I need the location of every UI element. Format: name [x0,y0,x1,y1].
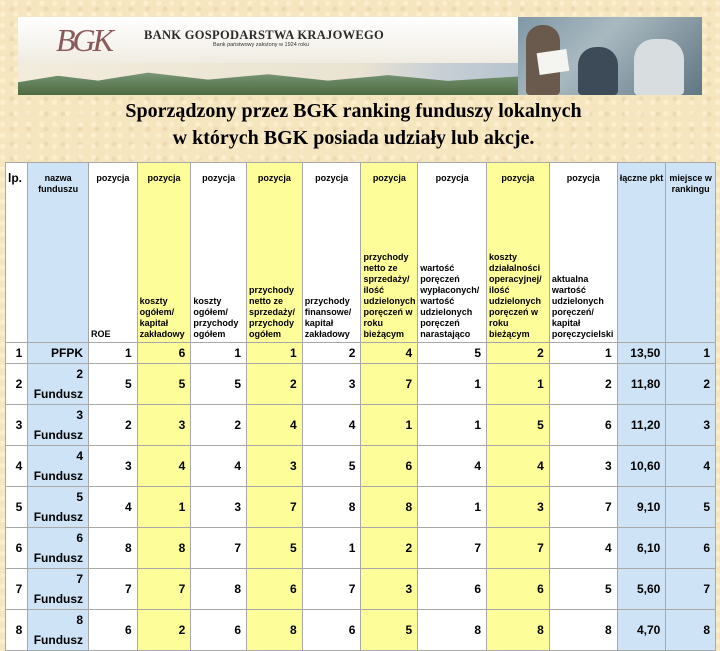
row-number-cell: 8 [6,610,28,651]
table-cell: 8 [247,610,303,651]
table-cell: 7 [137,569,191,610]
column-header [137,163,191,343]
column-header [89,163,138,343]
row-number-cell: 3 [6,405,28,446]
row-number-cell: 4 [6,446,28,487]
table-cell: 7 [666,569,716,610]
table-cell: 7 [487,528,550,569]
table-cell: 1 [247,343,303,364]
table-cell: 3 [549,446,617,487]
table-cell: 6,10 [617,528,666,569]
table-cell: 4 [361,343,418,364]
row-number-cell: 2 [6,364,28,405]
table-cell: 4 [89,487,138,528]
table-cell: 7 [302,569,361,610]
table-cell: 11,20 [617,405,666,446]
table-cell: 8 [418,610,487,651]
table-cell: 1 [666,343,716,364]
table-cell: 1 [487,364,550,405]
table-cell: 7 [418,528,487,569]
table-row [6,405,716,446]
column-header-label: pozycja [96,173,130,183]
table-row [6,364,716,405]
table-cell: 5 [361,610,418,651]
table-cell: 4 [418,446,487,487]
table-row [6,610,716,651]
page-title [0,98,707,152]
table-cell: 6 [137,343,191,364]
table-cell: 6 [666,528,716,569]
table-cell: 6 [302,610,361,651]
bgk-logo: BGK [56,22,111,58]
column-header-label: pozycja [501,173,535,183]
table-cell: 4 [137,446,191,487]
table-row [6,528,716,569]
column-header [617,163,666,343]
table-cell: 5 [247,528,303,569]
column-header-description: przychody finansowe/ kapitał zakładowy [304,296,352,339]
table-cell: 1 [302,528,361,569]
column-header [302,163,361,343]
table-cell: 6 [361,446,418,487]
column-header-description: wartość poręczeń wypłaconych/ wartość udzielonych poręczeń narastająco [420,263,480,339]
table-cell: 2 [549,364,617,405]
fund-name-cell: 4 Fundusz [28,446,89,487]
table-cell: 3 [361,569,418,610]
title-line-2: w których BGK posiada udziały lub akcje. [172,127,535,149]
table-cell: 1 [418,487,487,528]
table-cell: 6 [487,569,550,610]
title-line-1: Sporządzony przez BGK ranking funduszy lokalnych [125,100,582,122]
table-cell: 5 [666,487,716,528]
column-header [487,163,550,343]
table-cell: 8 [89,528,138,569]
table-cell: 6 [191,610,247,651]
table-cell: 5 [137,364,191,405]
table-row [6,343,716,364]
table-cell: 4 [666,446,716,487]
table-cell: 2 [89,405,138,446]
row-number-cell: 6 [6,528,28,569]
column-header-label: pozycja [257,173,291,183]
table-cell: 4 [302,405,361,446]
column-header-label: pozycja [372,173,406,183]
table-cell: 1 [361,405,418,446]
table-cell: 5 [302,446,361,487]
table-cell: 2 [361,528,418,569]
column-header [549,163,617,343]
column-header-label: nazwa funduszu [38,173,79,194]
column-header-label: pozycja [435,173,469,183]
table-cell: 2 [191,405,247,446]
table-row [6,446,716,487]
column-header-description: przychody netto ze sprzedaży/ ilość udzielonych poręczeń w roku bieżącym [363,252,416,339]
fund-name-cell: 7 Fundusz [28,569,89,610]
row-number-cell: 1 [6,343,28,364]
table-cell: 5 [191,364,247,405]
table-cell: 8 [302,487,361,528]
table-cell: 10,60 [617,446,666,487]
table-cell: 2 [666,364,716,405]
fund-name-cell: 3 Fundusz [28,405,89,446]
table-cell: 5 [487,405,550,446]
photo-person-2 [578,47,618,95]
table-cell: 3 [89,446,138,487]
column-header-label: lp. [8,171,22,185]
table-cell: 3 [666,405,716,446]
fund-name-cell: 5 Fundusz [28,487,89,528]
table-cell: 5 [549,569,617,610]
table-cell: 3 [247,446,303,487]
column-header-description: aktualna wartość udzielonych poręczeń/ kapitał poręczycielski [551,274,614,339]
table-cell: 1 [418,405,487,446]
column-header [28,163,89,343]
table-cell: 4 [487,446,550,487]
table-cell: 4 [549,528,617,569]
table-cell: 6 [247,569,303,610]
banner-photo [518,17,702,95]
table-cell: 6 [418,569,487,610]
column-header-label: łączne pkt [619,173,664,183]
table-cell: 4,70 [617,610,666,651]
table-cell: 3 [487,487,550,528]
banner-landscape [18,63,518,95]
table-cell: 1 [89,343,138,364]
column-header [191,163,247,343]
table-cell: 7 [247,487,303,528]
table-cell: 6 [89,610,138,651]
header-banner [18,17,702,95]
bank-subtitle: Bank państwowy założony w 1924 roku [213,42,309,48]
fund-name-cell: 8 Fundusz [28,610,89,651]
table-cell: 8 [666,610,716,651]
column-header-description: ROE [91,329,111,339]
table-cell: 7 [89,569,138,610]
table-cell: 2 [487,343,550,364]
table-cell: 13,50 [617,343,666,364]
table-cell: 1 [549,343,617,364]
table-cell: 8 [549,610,617,651]
table-row [6,487,716,528]
table-cell: 1 [418,364,487,405]
row-number-cell: 7 [6,569,28,610]
row-number-cell: 5 [6,487,28,528]
fund-name-cell: 2 Fundusz [28,364,89,405]
table-cell: 5,60 [617,569,666,610]
column-header-description: przychody netto ze sprzedaży/ przychody ogółem [249,285,296,339]
fund-name-cell: 6 Fundusz [28,528,89,569]
table-cell: 11,80 [617,364,666,405]
column-header [247,163,303,343]
column-header-label: pozycja [315,173,349,183]
table-cell: 5 [418,343,487,364]
column-header-label: pozycja [566,173,600,183]
table-cell: 8 [137,528,191,569]
table-cell: 2 [137,610,191,651]
table-cell: 7 [549,487,617,528]
fund-name-cell: PFPK [28,343,89,364]
table-cell: 2 [302,343,361,364]
table-cell: 1 [191,343,247,364]
ranking-table [5,162,716,651]
column-header-description: koszty ogółem/ przychody ogółem [193,296,239,339]
table-cell: 1 [137,487,191,528]
table-cell: 7 [361,364,418,405]
table-cell: 5 [89,364,138,405]
column-header-label: pozycja [147,173,181,183]
table-cell: 3 [137,405,191,446]
photo-person-3 [634,39,684,95]
table-cell: 2 [247,364,303,405]
table-cell: 4 [247,405,303,446]
photo-document [537,49,570,75]
column-header-description: koszty ogółem/ kapitał zakładowy [139,296,185,339]
table-cell: 9,10 [617,487,666,528]
table-cell: 3 [191,487,247,528]
table-cell: 8 [191,569,247,610]
column-header [418,163,487,343]
column-header-description: koszty działalności operacyjnej/ ilość udzielonych poręczeń w roku bieżącym [489,252,542,339]
table-row [6,569,716,610]
table-cell: 4 [191,446,247,487]
bank-name: BANK GOSPODARSTWA KRAJOWEGO [144,28,385,42]
column-header [361,163,418,343]
table-cell: 6 [549,405,617,446]
table-cell: 3 [302,364,361,405]
column-header [666,163,716,343]
table-cell: 8 [361,487,418,528]
table-header-row [6,163,716,343]
column-header-label: miejsce w rankingu [669,173,712,194]
table-cell: 7 [191,528,247,569]
table-cell: 8 [487,610,550,651]
column-header [6,163,28,343]
table-body [6,343,716,651]
column-header-label: pozycja [202,173,236,183]
